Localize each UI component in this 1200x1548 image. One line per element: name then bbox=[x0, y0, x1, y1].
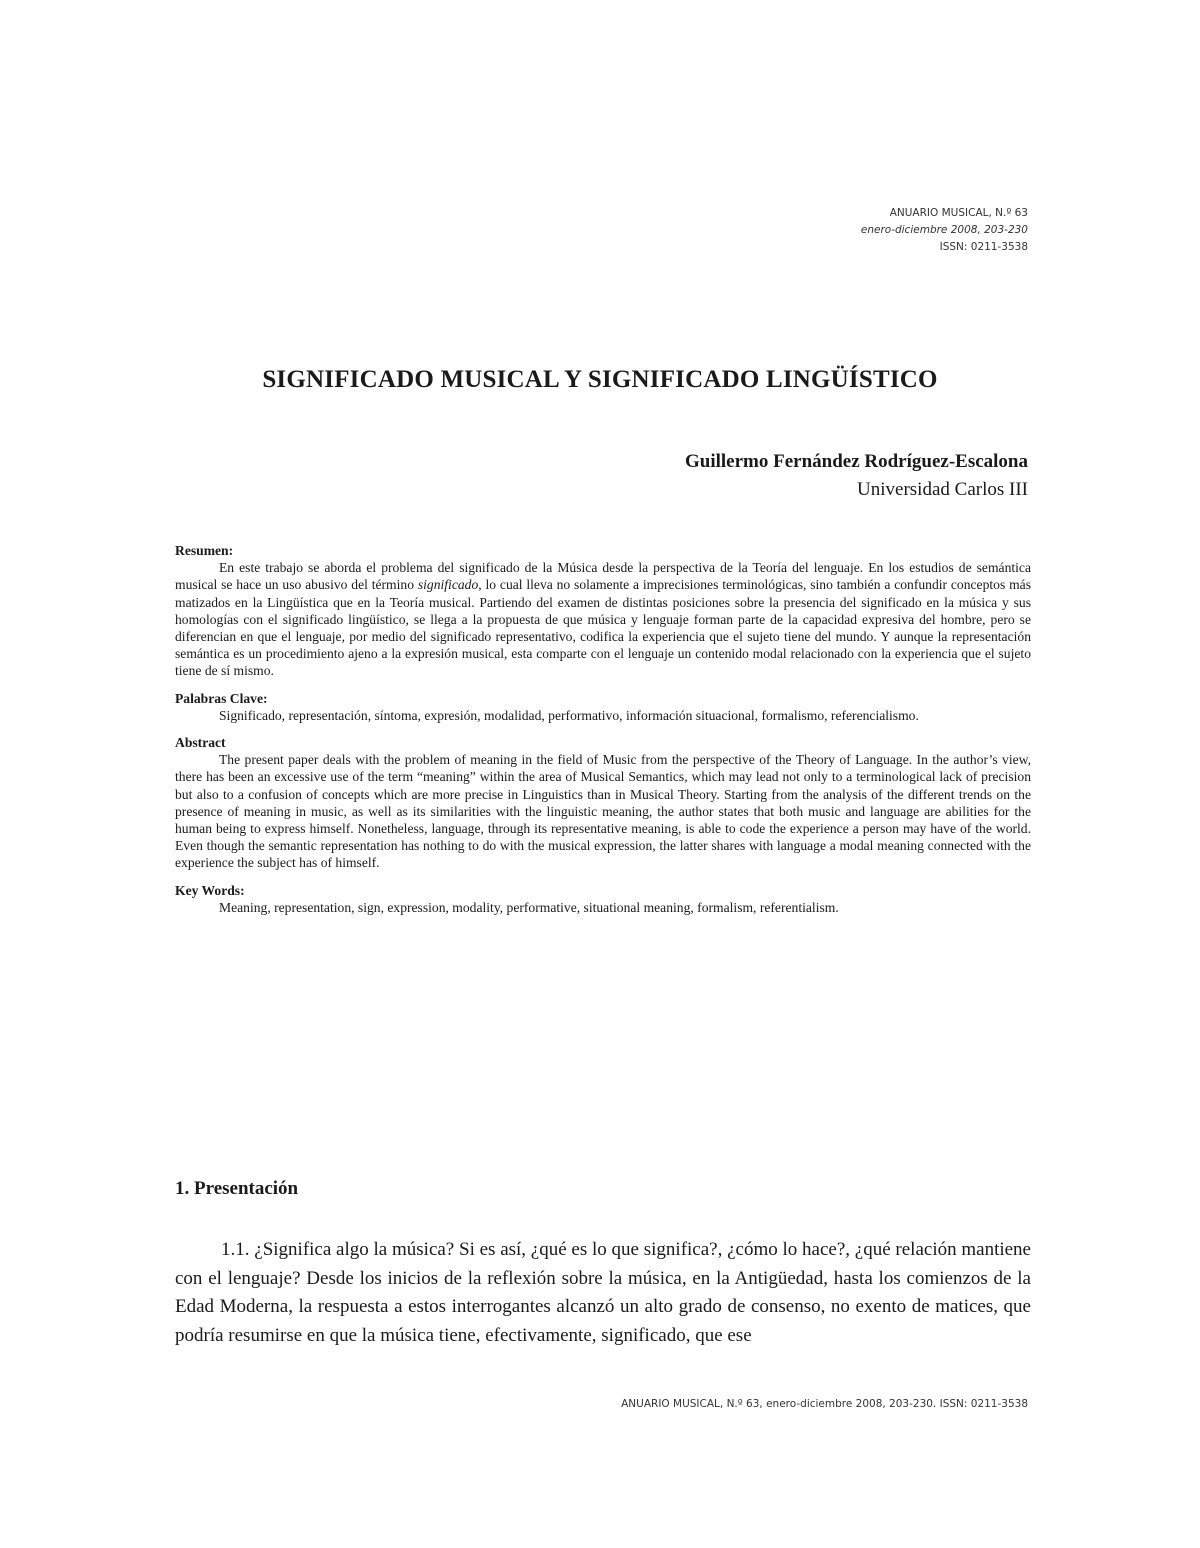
journal-name: ANUARIO MUSICAL, N.º 63 bbox=[889, 207, 1028, 219]
abstract-heading: Abstract bbox=[175, 735, 226, 751]
body-paragraph-text: 1.1. ¿Significa algo la música? Si es así, ¿qué es lo que significa?, ¿cómo lo hace?, ¿qué relación mantiene con el lenguaje? Desde los inicios de la reflexión sobre la música, en la Antigüedad, hasta los comienzos de la Edad Moderna, la respuesta a estos interrogantes alcanzó un alto grado de consenso, no exento de matices, que podría resumirse en que la música tiene, efectivamente, significado, que ese bbox=[175, 1239, 1031, 1346]
key-words-heading: Key Words: bbox=[175, 882, 245, 898]
abstract-text-content: The present paper deals with the problem of meaning in the field of Music from the perspective of the Theory of Language. In the author’s view, there has been an excessive use of the term “meaning” within the area of Musical Semantics, which may lead not only to a terminological lack of precision but also to a confusion of concepts which are more precise in Linguistics than in Musical Theory. Starting from the analysis of the different trends on the presence of meaning in music, as well as its similarities with the linguistic meaning, the author states that both music and language are abilities for the human being to express himself. Nonetheless, language, through its representative meaning, is able to code the experience a person may have of the world. Even though the semantic representation has nothing to do with the musical expression, the latter shares with language a modal meaning connected with the experience the subject has of himself. bbox=[175, 752, 1031, 871]
palabras-clave-heading: Palabras Clave: bbox=[175, 690, 268, 706]
palabras-clave-section bbox=[175, 690, 1031, 724]
article-title: SIGNIFICADO MUSICAL Y SIGNIFICADO LINGÜÍSTICO bbox=[262, 366, 938, 393]
resumen-text-part-a: En este trabajo se aborda el problema del significado de la Música desde la perspectiva de la Teoría del lenguaje. En los estudios de semántica musical se hace un uso abusivo del término bbox=[175, 560, 1031, 593]
resumen-section bbox=[175, 542, 1031, 680]
journal-masthead bbox=[861, 205, 1028, 256]
journal-issn: ISSN: 0211-3538 bbox=[939, 241, 1028, 253]
abstract-section bbox=[175, 734, 1031, 872]
key-words-list: Meaning, representation, sign, expression, modality, performative, situational meaning, formalism, referentialism. bbox=[219, 899, 839, 915]
abstract-text bbox=[175, 751, 1031, 871]
resumen-text-part-b: , lo cual lleva no solamente a imprecisiones terminológicas, sino también a confundir conceptos más matizados en la Lingüística que en la Teoría musical. Partiendo del examen de distintas posiciones sobre la presencia del significado en la música y sus homologías con el significado lingüístico, se llega a la propuesta de que música y lenguaje forman parte de la capacidad expresiva del hombre, pero se diferencian en que el lenguaje, por medio del significado representativo, codifica la experiencia que el sujeto tiene del mundo. Y aunque la representación semántica es un procedimiento ajeno a la expresión musical, esta comparte con el lenguaje un contenido modal relacionado con la experiencia que el sujeto tiene de sí mismo. bbox=[175, 577, 1031, 679]
section-heading: 1. Presentación bbox=[175, 1178, 299, 1199]
resumen-heading: Resumen: bbox=[175, 543, 234, 558]
abstracts-block bbox=[175, 542, 1031, 926]
body-paragraph bbox=[175, 1236, 1031, 1350]
key-words-text bbox=[175, 899, 1031, 916]
journal-issue-pages: enero-diciembre 2008, 203-230 bbox=[860, 224, 1028, 236]
author-affiliation: Universidad Carlos III bbox=[857, 479, 1028, 500]
page-footer: ANUARIO MUSICAL, N.º 63, enero-diciembre 2008, 203-230. ISSN: 0211-3538 bbox=[621, 1398, 1028, 1410]
author-block bbox=[685, 449, 1028, 505]
key-words-section bbox=[175, 882, 1031, 916]
resumen-text bbox=[175, 559, 1031, 679]
resumen-text-emphasis: significado bbox=[417, 577, 479, 593]
author-name: Guillermo Fernández Rodríguez-Escalona bbox=[684, 451, 1028, 472]
palabras-clave-list: Significado, representación, síntoma, expresión, modalidad, performativo, información situacional, formalismo, referencialismo. bbox=[219, 707, 919, 723]
palabras-clave-text bbox=[175, 707, 1031, 724]
